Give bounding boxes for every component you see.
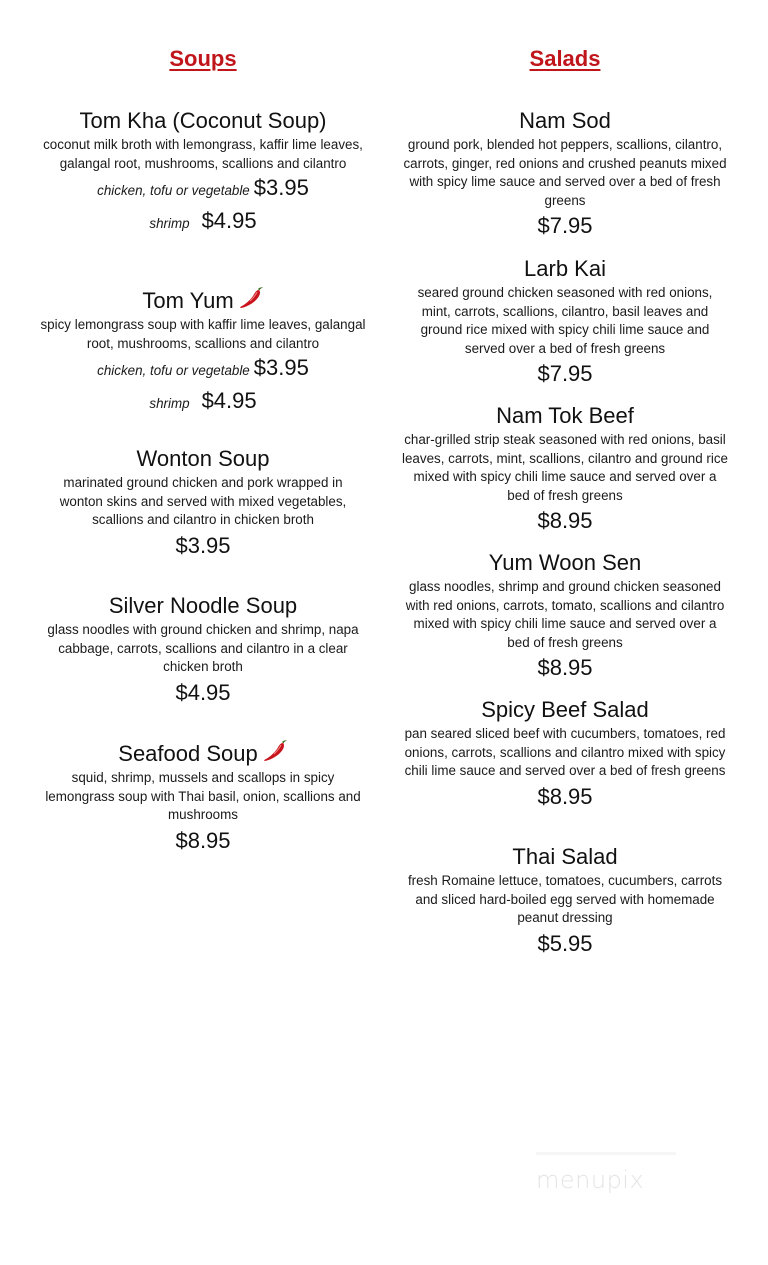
item-description: fresh Romaine lettuce, tomatoes, cucumbers, carrots and sliced hard-boiled egg served with homemade peanut dressing [407, 873, 723, 925]
item-description: squid, shrimp, mussels and scallops in spicy lemongrass soup with Thai basil, onion, scallions and mushrooms [45, 770, 361, 822]
menu-item-thai-salad [402, 844, 728, 958]
item-name: Silver Noodle Soup [108, 593, 298, 618]
option-price: $4.95 [201, 388, 257, 413]
item-name: Tom Yum [142, 288, 234, 313]
item-name: Thai Salad [512, 844, 618, 869]
option-price: $3.95 [253, 355, 309, 380]
menu-item-larb-kai [402, 256, 728, 388]
item-description: glass noodles with ground chicken and shrimp, napa cabbage, carrots, scallions and cilantro in a clear chicken broth [47, 622, 359, 674]
chili-pepper-icon [238, 286, 264, 310]
option-label: chicken, tofu or vegetable [97, 183, 250, 198]
item-price: $8.95 [175, 827, 231, 853]
soups-section-title: Soups [169, 46, 237, 71]
menupix-watermark: menupix [536, 1166, 645, 1194]
price-option [40, 206, 366, 239]
item-description: spicy lemongrass soup with kaffir lime leaves, galangal root, mushrooms, scallions and cilantro [40, 317, 366, 351]
item-description: pan seared sliced beef with cucumbers, tomatoes, red onions, carrots, scallions and cilantro mixed with spicy chili lime sauce and served over a bed of fresh greens [404, 726, 726, 778]
item-price: $4.95 [175, 679, 231, 705]
item-price: $7.95 [537, 361, 593, 386]
option-price: $3.95 [253, 175, 309, 200]
item-price: $8.95 [537, 783, 593, 809]
item-name-row [40, 286, 366, 314]
item-description: seared ground chicken seasoned with red onions, mint, carrots, scallions, cilantro, basil leaves and ground rice mixed with spicy chili lime sauce and served over a bed of fresh greens [417, 285, 713, 356]
chili-pepper-icon [262, 739, 288, 763]
item-description: glass noodles, shrimp and ground chicken seasoned with red onions, carrots, tomato, scallions and cilantro mixed with spicy chili lime sauce and served over a bed of fresh greens [405, 579, 725, 650]
item-name: Wonton Soup [136, 446, 270, 471]
price-option [40, 353, 366, 386]
option-label: chicken, tofu or vegetable [97, 363, 250, 378]
menu-item-tom-yum [40, 286, 366, 419]
item-name: Nam Sod [519, 108, 611, 133]
item-description: coconut milk broth with lemongrass, kaffir lime leaves, galangal root, mushrooms, scallions and cilantro [43, 137, 363, 171]
menu-item-yum-woon-sen [402, 550, 728, 682]
watermark-line [536, 1152, 676, 1155]
item-price: $3.95 [175, 532, 231, 558]
item-name: Larb Kai [524, 256, 606, 281]
item-name: Yum Woon Sen [488, 550, 642, 575]
menu-item-nam-sod [402, 108, 728, 240]
menu-item-seafood-soup [40, 739, 366, 855]
salads-section-title: Salads [529, 46, 601, 71]
menu-item-nam-tok-beef [402, 403, 728, 535]
option-label: shrimp [149, 396, 190, 411]
item-price: $5.95 [537, 930, 593, 956]
item-name: Spicy Beef Salad [481, 697, 649, 722]
menu-item-silver-noodle-soup [40, 593, 366, 707]
menu-item-spicy-beef-salad [402, 697, 728, 811]
option-label: shrimp [149, 216, 190, 231]
menu-item-wonton-soup [40, 446, 366, 560]
item-price: $8.95 [537, 508, 593, 533]
price-option [40, 173, 366, 206]
item-price: $8.95 [537, 655, 593, 680]
item-description: marinated ground chicken and pork wrapped in wonton skins and served with mixed vegetables, scallions and cilantro in chicken broth [59, 475, 347, 527]
menu-item-tom-kha [40, 108, 366, 239]
option-price: $4.95 [201, 208, 257, 233]
item-description: char-grilled strip steak seasoned with red onions, basil leaves, carrots, mint, scallions, cilantro and ground rice mixed with spicy chili lime sauce and served over a bed of fresh greens [402, 432, 728, 503]
item-name-row [40, 739, 366, 767]
item-name: Tom Kha (Coconut Soup) [79, 108, 327, 133]
item-name: Seafood Soup [118, 741, 258, 766]
item-description: ground pork, blended hot peppers, scallions, cilantro, carrots, ginger, red onions and crushed peanuts mixed with spicy lime sauce and served over a bed of fresh greens [403, 137, 727, 208]
price-option [40, 386, 366, 419]
item-price: $7.95 [537, 213, 593, 238]
item-name: Nam Tok Beef [496, 403, 634, 428]
